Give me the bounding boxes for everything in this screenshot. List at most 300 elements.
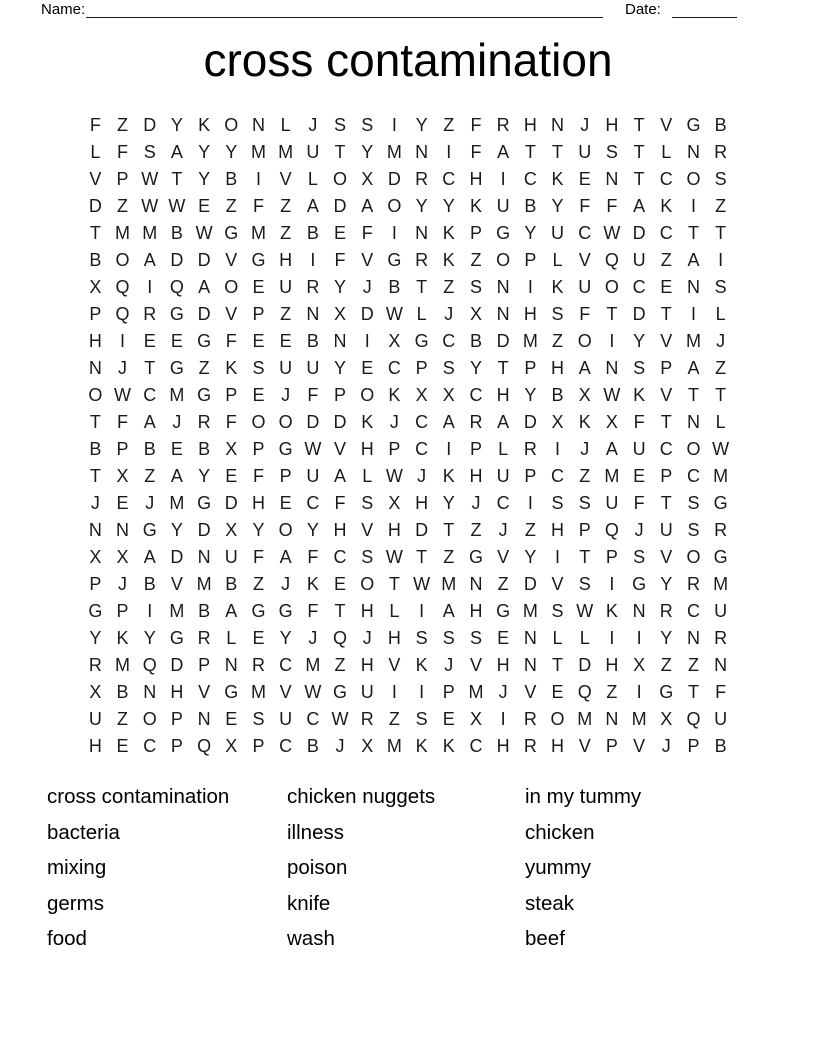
grid-letter: G bbox=[387, 250, 402, 270]
grid-letter: A bbox=[225, 601, 238, 621]
grid-letter: B bbox=[143, 574, 156, 594]
grid-letter: G bbox=[333, 682, 348, 702]
grid-letter: Y bbox=[524, 385, 537, 405]
grid-letter: J bbox=[362, 628, 372, 648]
grid-letter: Q bbox=[142, 655, 157, 675]
grid-letter: Z bbox=[117, 115, 129, 135]
grid-letter: C bbox=[143, 736, 157, 756]
grid-letter: W bbox=[712, 439, 730, 459]
grid-letter: J bbox=[362, 277, 372, 297]
grid-letter: T bbox=[416, 277, 428, 297]
grid-letter: D bbox=[170, 655, 184, 675]
grid-letter: F bbox=[307, 547, 319, 567]
grid-letter: J bbox=[498, 520, 508, 540]
grid-letter: W bbox=[114, 385, 132, 405]
grid-letter: M bbox=[577, 709, 593, 729]
grid-letter: L bbox=[552, 250, 563, 270]
grid-letter: Y bbox=[442, 493, 455, 513]
grid-letter: C bbox=[143, 385, 157, 405]
grid-letter: S bbox=[252, 709, 265, 729]
grid-letter: X bbox=[578, 385, 591, 405]
grid-letter: D bbox=[360, 304, 374, 324]
grid-letter: C bbox=[387, 358, 401, 378]
grid-letter: I bbox=[500, 169, 506, 189]
grid-letter: G bbox=[224, 682, 239, 702]
grid-letter: O bbox=[115, 250, 130, 270]
grid-letter: P bbox=[170, 736, 183, 756]
word-list-item: yummy bbox=[525, 856, 592, 879]
grid-letter: L bbox=[498, 439, 509, 459]
grid-letter: J bbox=[308, 115, 318, 135]
grid-letter: W bbox=[304, 439, 322, 459]
grid-letter: S bbox=[551, 493, 564, 513]
grid-letter: H bbox=[279, 250, 293, 270]
grid-letter: T bbox=[144, 358, 156, 378]
grid-letter: G bbox=[496, 223, 511, 243]
grid-letter: S bbox=[551, 304, 564, 324]
date-blank-line bbox=[672, 1, 737, 18]
grid-letter: Z bbox=[443, 115, 455, 135]
grid-letter: X bbox=[225, 439, 238, 459]
grid-letter: C bbox=[578, 223, 592, 243]
grid-letter: U bbox=[306, 142, 320, 162]
grid-letter: F bbox=[715, 682, 727, 702]
grid-letter: H bbox=[551, 358, 565, 378]
grid-letter: T bbox=[497, 358, 509, 378]
grid-letter: A bbox=[497, 142, 510, 162]
name-label: Name: bbox=[41, 1, 86, 18]
grid-letter: A bbox=[605, 439, 618, 459]
grid-letter: H bbox=[251, 493, 265, 513]
grid-letter: C bbox=[659, 439, 673, 459]
grid-letter: O bbox=[360, 574, 375, 594]
grid-letter: Y bbox=[334, 358, 347, 378]
grid-letter: A bbox=[578, 358, 591, 378]
grid-letter: G bbox=[142, 520, 157, 540]
grid-letter: P bbox=[524, 250, 537, 270]
grid-letter: D bbox=[224, 493, 238, 513]
grid-letter: Y bbox=[279, 628, 292, 648]
grid-letter: L bbox=[661, 142, 672, 162]
grid-letter: E bbox=[252, 628, 265, 648]
grid-letter: Z bbox=[470, 250, 482, 270]
grid-letter: X bbox=[388, 493, 401, 513]
grid-letter: N bbox=[197, 547, 211, 567]
grid-letter: S bbox=[442, 358, 455, 378]
grid-letter: N bbox=[143, 682, 157, 702]
word-list-item: food bbox=[47, 927, 87, 950]
grid-letter: Z bbox=[117, 196, 129, 216]
grid-letter: S bbox=[442, 628, 455, 648]
grid-letter: R bbox=[686, 574, 700, 594]
grid-letter: I bbox=[555, 547, 561, 567]
grid-letter: B bbox=[225, 574, 238, 594]
grid-letter: R bbox=[496, 115, 510, 135]
grid-letter: N bbox=[496, 277, 510, 297]
grid-letter: A bbox=[633, 196, 646, 216]
grid-letter: P bbox=[660, 358, 673, 378]
grid-letter: F bbox=[606, 196, 618, 216]
grid-letter: S bbox=[714, 169, 727, 189]
grid-letter: J bbox=[145, 493, 155, 513]
grid-letter: Y bbox=[170, 115, 183, 135]
grid-letter: F bbox=[117, 412, 129, 432]
grid-letter: J bbox=[90, 493, 100, 513]
grid-letter: R bbox=[714, 520, 728, 540]
grid-letter: P bbox=[89, 304, 102, 324]
grid-letter: K bbox=[578, 412, 591, 432]
grid-letter: C bbox=[333, 547, 347, 567]
grid-letter: V bbox=[660, 385, 673, 405]
grid-letter: R bbox=[523, 709, 537, 729]
grid-letter: X bbox=[469, 709, 482, 729]
grid-letter: V bbox=[551, 574, 564, 594]
grid-letter: G bbox=[278, 439, 293, 459]
grid-letter: R bbox=[523, 439, 537, 459]
grid-letter: I bbox=[636, 682, 642, 702]
grid-letter: T bbox=[334, 142, 346, 162]
grid-letter: X bbox=[605, 412, 618, 432]
grid-letter: H bbox=[496, 655, 510, 675]
grid-letter: O bbox=[333, 169, 348, 189]
grid-letter: P bbox=[415, 358, 428, 378]
grid-letter: G bbox=[224, 223, 239, 243]
word-list-item: bacteria bbox=[47, 820, 120, 844]
grid-letter: H bbox=[360, 655, 374, 675]
grid-letter: B bbox=[714, 736, 727, 756]
grid-letter: O bbox=[278, 412, 293, 432]
grid-letter: J bbox=[471, 493, 481, 513]
grid-letter: H bbox=[387, 628, 401, 648]
grid-letter: I bbox=[609, 628, 615, 648]
grid-letter: G bbox=[686, 115, 701, 135]
grid-letter: X bbox=[388, 331, 401, 351]
grid-letter: Y bbox=[524, 547, 537, 567]
grid-letter: E bbox=[116, 736, 129, 756]
grid-letter: N bbox=[605, 358, 619, 378]
grid-letter: F bbox=[334, 493, 346, 513]
grid-letter: K bbox=[605, 601, 618, 621]
grid-letter: S bbox=[578, 493, 591, 513]
grid-letter: X bbox=[89, 682, 102, 702]
grid-letter: I bbox=[690, 304, 696, 324]
grid-letter: B bbox=[306, 223, 319, 243]
grid-letter: U bbox=[279, 358, 293, 378]
grid-letter: V bbox=[524, 682, 537, 702]
word-list-item: beef bbox=[525, 927, 565, 950]
grid-letter: G bbox=[278, 601, 293, 621]
grid-letter: A bbox=[687, 250, 700, 270]
grid-letter: T bbox=[579, 547, 591, 567]
grid-letter: H bbox=[469, 601, 483, 621]
grid-letter: U bbox=[578, 142, 592, 162]
grid-letter: B bbox=[225, 169, 238, 189]
grid-letter: C bbox=[469, 385, 483, 405]
grid-letter: G bbox=[414, 331, 429, 351]
grid-letter: H bbox=[360, 601, 374, 621]
grid-letter: Z bbox=[280, 196, 292, 216]
grid-letter: O bbox=[278, 520, 293, 540]
grid-letter: B bbox=[306, 331, 319, 351]
grid-letter: L bbox=[552, 628, 563, 648]
grid-letter: P bbox=[524, 358, 537, 378]
grid-letter: H bbox=[523, 115, 537, 135]
grid-letter: B bbox=[714, 115, 727, 135]
grid-letter: S bbox=[551, 601, 564, 621]
grid-letter: O bbox=[577, 331, 592, 351]
grid-letter: N bbox=[686, 142, 700, 162]
grid-letter: F bbox=[252, 196, 264, 216]
grid-letter: U bbox=[496, 196, 510, 216]
grid-letter: X bbox=[660, 709, 673, 729]
grid-letter: Y bbox=[361, 142, 374, 162]
grid-letter: W bbox=[141, 196, 159, 216]
grid-letter: N bbox=[686, 412, 700, 432]
grid-letter: H bbox=[415, 493, 429, 513]
grid-letter: G bbox=[468, 547, 483, 567]
grid-letter: D bbox=[496, 331, 510, 351]
grid-letter: Y bbox=[415, 196, 428, 216]
grid-letter: I bbox=[690, 196, 696, 216]
grid-letter: G bbox=[169, 628, 184, 648]
grid-letter: O bbox=[686, 547, 701, 567]
grid-letter: K bbox=[361, 412, 374, 432]
grid-letter: Z bbox=[117, 709, 129, 729]
grid-letter: S bbox=[252, 358, 265, 378]
grid-letter: F bbox=[307, 601, 319, 621]
grid-letter: D bbox=[333, 412, 347, 432]
grid-letter: Z bbox=[280, 223, 292, 243]
grid-letter: R bbox=[714, 628, 728, 648]
date-label: Date: bbox=[625, 1, 661, 18]
grid-letter: K bbox=[198, 115, 211, 135]
grid-letter: P bbox=[442, 682, 455, 702]
grid-letter: E bbox=[143, 331, 156, 351]
grid-letter: N bbox=[197, 709, 211, 729]
grid-letter: T bbox=[443, 520, 455, 540]
grid-letter: E bbox=[361, 358, 374, 378]
grid-letter: N bbox=[251, 115, 265, 135]
grid-letter: E bbox=[170, 439, 183, 459]
grid-letter: D bbox=[170, 547, 184, 567]
name-blank-line bbox=[86, 1, 603, 18]
word-list-item: chicken bbox=[525, 820, 595, 844]
grid-letter: M bbox=[115, 655, 131, 675]
grid-letter: U bbox=[714, 601, 728, 621]
grid-letter: W bbox=[413, 574, 431, 594]
grid-letter: T bbox=[660, 412, 672, 432]
grid-letter: P bbox=[252, 439, 265, 459]
grid-letter: R bbox=[197, 628, 211, 648]
grid-letter: I bbox=[718, 250, 724, 270]
grid-letter: G bbox=[659, 682, 674, 702]
grid-letter: H bbox=[170, 682, 184, 702]
grid-letter: E bbox=[551, 682, 564, 702]
grid-letter: L bbox=[226, 628, 237, 648]
grid-letter: G bbox=[197, 385, 212, 405]
grid-letter: W bbox=[141, 169, 159, 189]
grid-letter: F bbox=[633, 412, 645, 432]
grid-letter: J bbox=[716, 331, 726, 351]
grid-letter: H bbox=[469, 466, 483, 486]
grid-letter: N bbox=[523, 655, 537, 675]
grid-letter: K bbox=[551, 169, 564, 189]
grid-letter: C bbox=[415, 412, 429, 432]
grid-letter: D bbox=[578, 655, 592, 675]
grid-letter: S bbox=[605, 142, 618, 162]
grid-letter: F bbox=[470, 115, 482, 135]
grid-letter: P bbox=[116, 439, 129, 459]
grid-letter: X bbox=[361, 736, 374, 756]
grid-letter: E bbox=[252, 277, 265, 297]
grid-letter: H bbox=[551, 736, 565, 756]
grid-letter: U bbox=[360, 682, 374, 702]
grid-letter: Y bbox=[660, 574, 673, 594]
grid-letter: R bbox=[306, 277, 320, 297]
grid-letter: Z bbox=[660, 250, 672, 270]
grid-letter: R bbox=[251, 655, 265, 675]
grid-letter: B bbox=[551, 385, 564, 405]
grid-letter: F bbox=[252, 466, 264, 486]
grid-letter: A bbox=[198, 277, 211, 297]
grid-letter: E bbox=[633, 466, 646, 486]
grid-letter: M bbox=[441, 574, 457, 594]
grid-letter: Z bbox=[225, 196, 237, 216]
grid-letter: Z bbox=[388, 709, 400, 729]
grid-letter: E bbox=[225, 709, 238, 729]
grid-letter: Y bbox=[551, 196, 564, 216]
grid-letter: A bbox=[442, 412, 455, 432]
grid-letter: D bbox=[143, 115, 157, 135]
grid-letter: S bbox=[361, 547, 374, 567]
grid-letter: D bbox=[632, 223, 646, 243]
grid-letter: O bbox=[604, 277, 619, 297]
grid-letter: E bbox=[497, 628, 510, 648]
grid-letter: H bbox=[387, 520, 401, 540]
grid-letter: B bbox=[306, 736, 319, 756]
grid-letter: L bbox=[307, 169, 318, 189]
grid-letter: I bbox=[527, 493, 533, 513]
word-list-item: mixing bbox=[47, 856, 107, 879]
grid-letter: N bbox=[686, 277, 700, 297]
grid-letter: D bbox=[387, 169, 401, 189]
grid-letter: E bbox=[252, 331, 265, 351]
grid-letter: N bbox=[333, 331, 347, 351]
grid-letter: P bbox=[605, 736, 618, 756]
grid-letter: F bbox=[117, 142, 129, 162]
grid-letter: S bbox=[334, 115, 347, 135]
grid-letter: A bbox=[334, 466, 347, 486]
grid-letter: P bbox=[334, 385, 347, 405]
grid-letter: G bbox=[713, 547, 728, 567]
grid-letter: C bbox=[686, 601, 700, 621]
grid-letter: X bbox=[89, 277, 102, 297]
grid-letter: V bbox=[497, 547, 510, 567]
grid-letter: T bbox=[715, 223, 727, 243]
grid-letter: W bbox=[385, 547, 403, 567]
grid-letter: T bbox=[552, 142, 564, 162]
grid-letter: G bbox=[713, 493, 728, 513]
grid-letter: J bbox=[580, 439, 590, 459]
grid-letter: Y bbox=[89, 628, 102, 648]
grid-letter: E bbox=[116, 493, 129, 513]
word-list-item: steak bbox=[525, 891, 574, 915]
grid-letter: E bbox=[198, 196, 211, 216]
grid-letter: M bbox=[169, 385, 185, 405]
grid-letter: F bbox=[307, 385, 319, 405]
grid-letter: B bbox=[524, 196, 537, 216]
grid-letter: K bbox=[116, 628, 129, 648]
grid-letter: G bbox=[251, 250, 266, 270]
grid-letter: V bbox=[198, 682, 211, 702]
grid-letter: T bbox=[633, 115, 645, 135]
grid-letter: S bbox=[361, 115, 374, 135]
grid-letter: W bbox=[195, 223, 213, 243]
grid-letter: E bbox=[279, 331, 292, 351]
grid-letter: K bbox=[551, 277, 564, 297]
grid-letter: S bbox=[633, 547, 646, 567]
grid-letter: Q bbox=[115, 277, 130, 297]
grid-letter: V bbox=[660, 115, 673, 135]
grid-letter: I bbox=[255, 169, 261, 189]
grid-letter: P bbox=[116, 169, 129, 189]
grid-letter: K bbox=[306, 574, 319, 594]
grid-letter: Z bbox=[443, 547, 455, 567]
grid-letter: G bbox=[496, 601, 511, 621]
grid-letter: V bbox=[578, 736, 591, 756]
grid-letter: K bbox=[415, 655, 428, 675]
grid-letter: T bbox=[171, 169, 183, 189]
grid-letter: C bbox=[523, 169, 537, 189]
grid-letter: I bbox=[391, 115, 397, 135]
grid-letter: C bbox=[442, 169, 456, 189]
grid-letter: T bbox=[660, 493, 672, 513]
grid-letter: L bbox=[579, 628, 590, 648]
grid-letter: L bbox=[280, 115, 291, 135]
grid-letter: Y bbox=[524, 223, 537, 243]
grid-letter: Z bbox=[334, 655, 346, 675]
grid-letter: I bbox=[527, 277, 533, 297]
grid-letter: J bbox=[335, 736, 345, 756]
grid-letter: M bbox=[522, 331, 538, 351]
grid-letter: N bbox=[116, 520, 130, 540]
grid-letter: G bbox=[197, 493, 212, 513]
grid-letter: D bbox=[333, 196, 347, 216]
grid-letter: I bbox=[391, 682, 397, 702]
grid-letter: T bbox=[633, 142, 645, 162]
grid-letter: M bbox=[250, 682, 266, 702]
grid-letter: J bbox=[118, 358, 128, 378]
grid-letter: X bbox=[551, 412, 564, 432]
grid-letter: Q bbox=[169, 277, 184, 297]
grid-letter: D bbox=[306, 412, 320, 432]
grid-letter: H bbox=[360, 439, 374, 459]
grid-letter: X bbox=[442, 385, 455, 405]
grid-letter: A bbox=[143, 250, 156, 270]
grid-letter: N bbox=[605, 169, 619, 189]
grid-letter: U bbox=[306, 358, 320, 378]
grid-letter: Z bbox=[579, 466, 591, 486]
grid-letter: K bbox=[442, 250, 455, 270]
grid-letter: Y bbox=[633, 331, 646, 351]
grid-letter: H bbox=[496, 385, 510, 405]
grid-letter: T bbox=[687, 682, 699, 702]
grid-letter: P bbox=[524, 466, 537, 486]
grid-letter: E bbox=[442, 709, 455, 729]
grid-letter: Y bbox=[469, 358, 482, 378]
grid-letter: G bbox=[88, 601, 103, 621]
grid-letter: K bbox=[442, 223, 455, 243]
